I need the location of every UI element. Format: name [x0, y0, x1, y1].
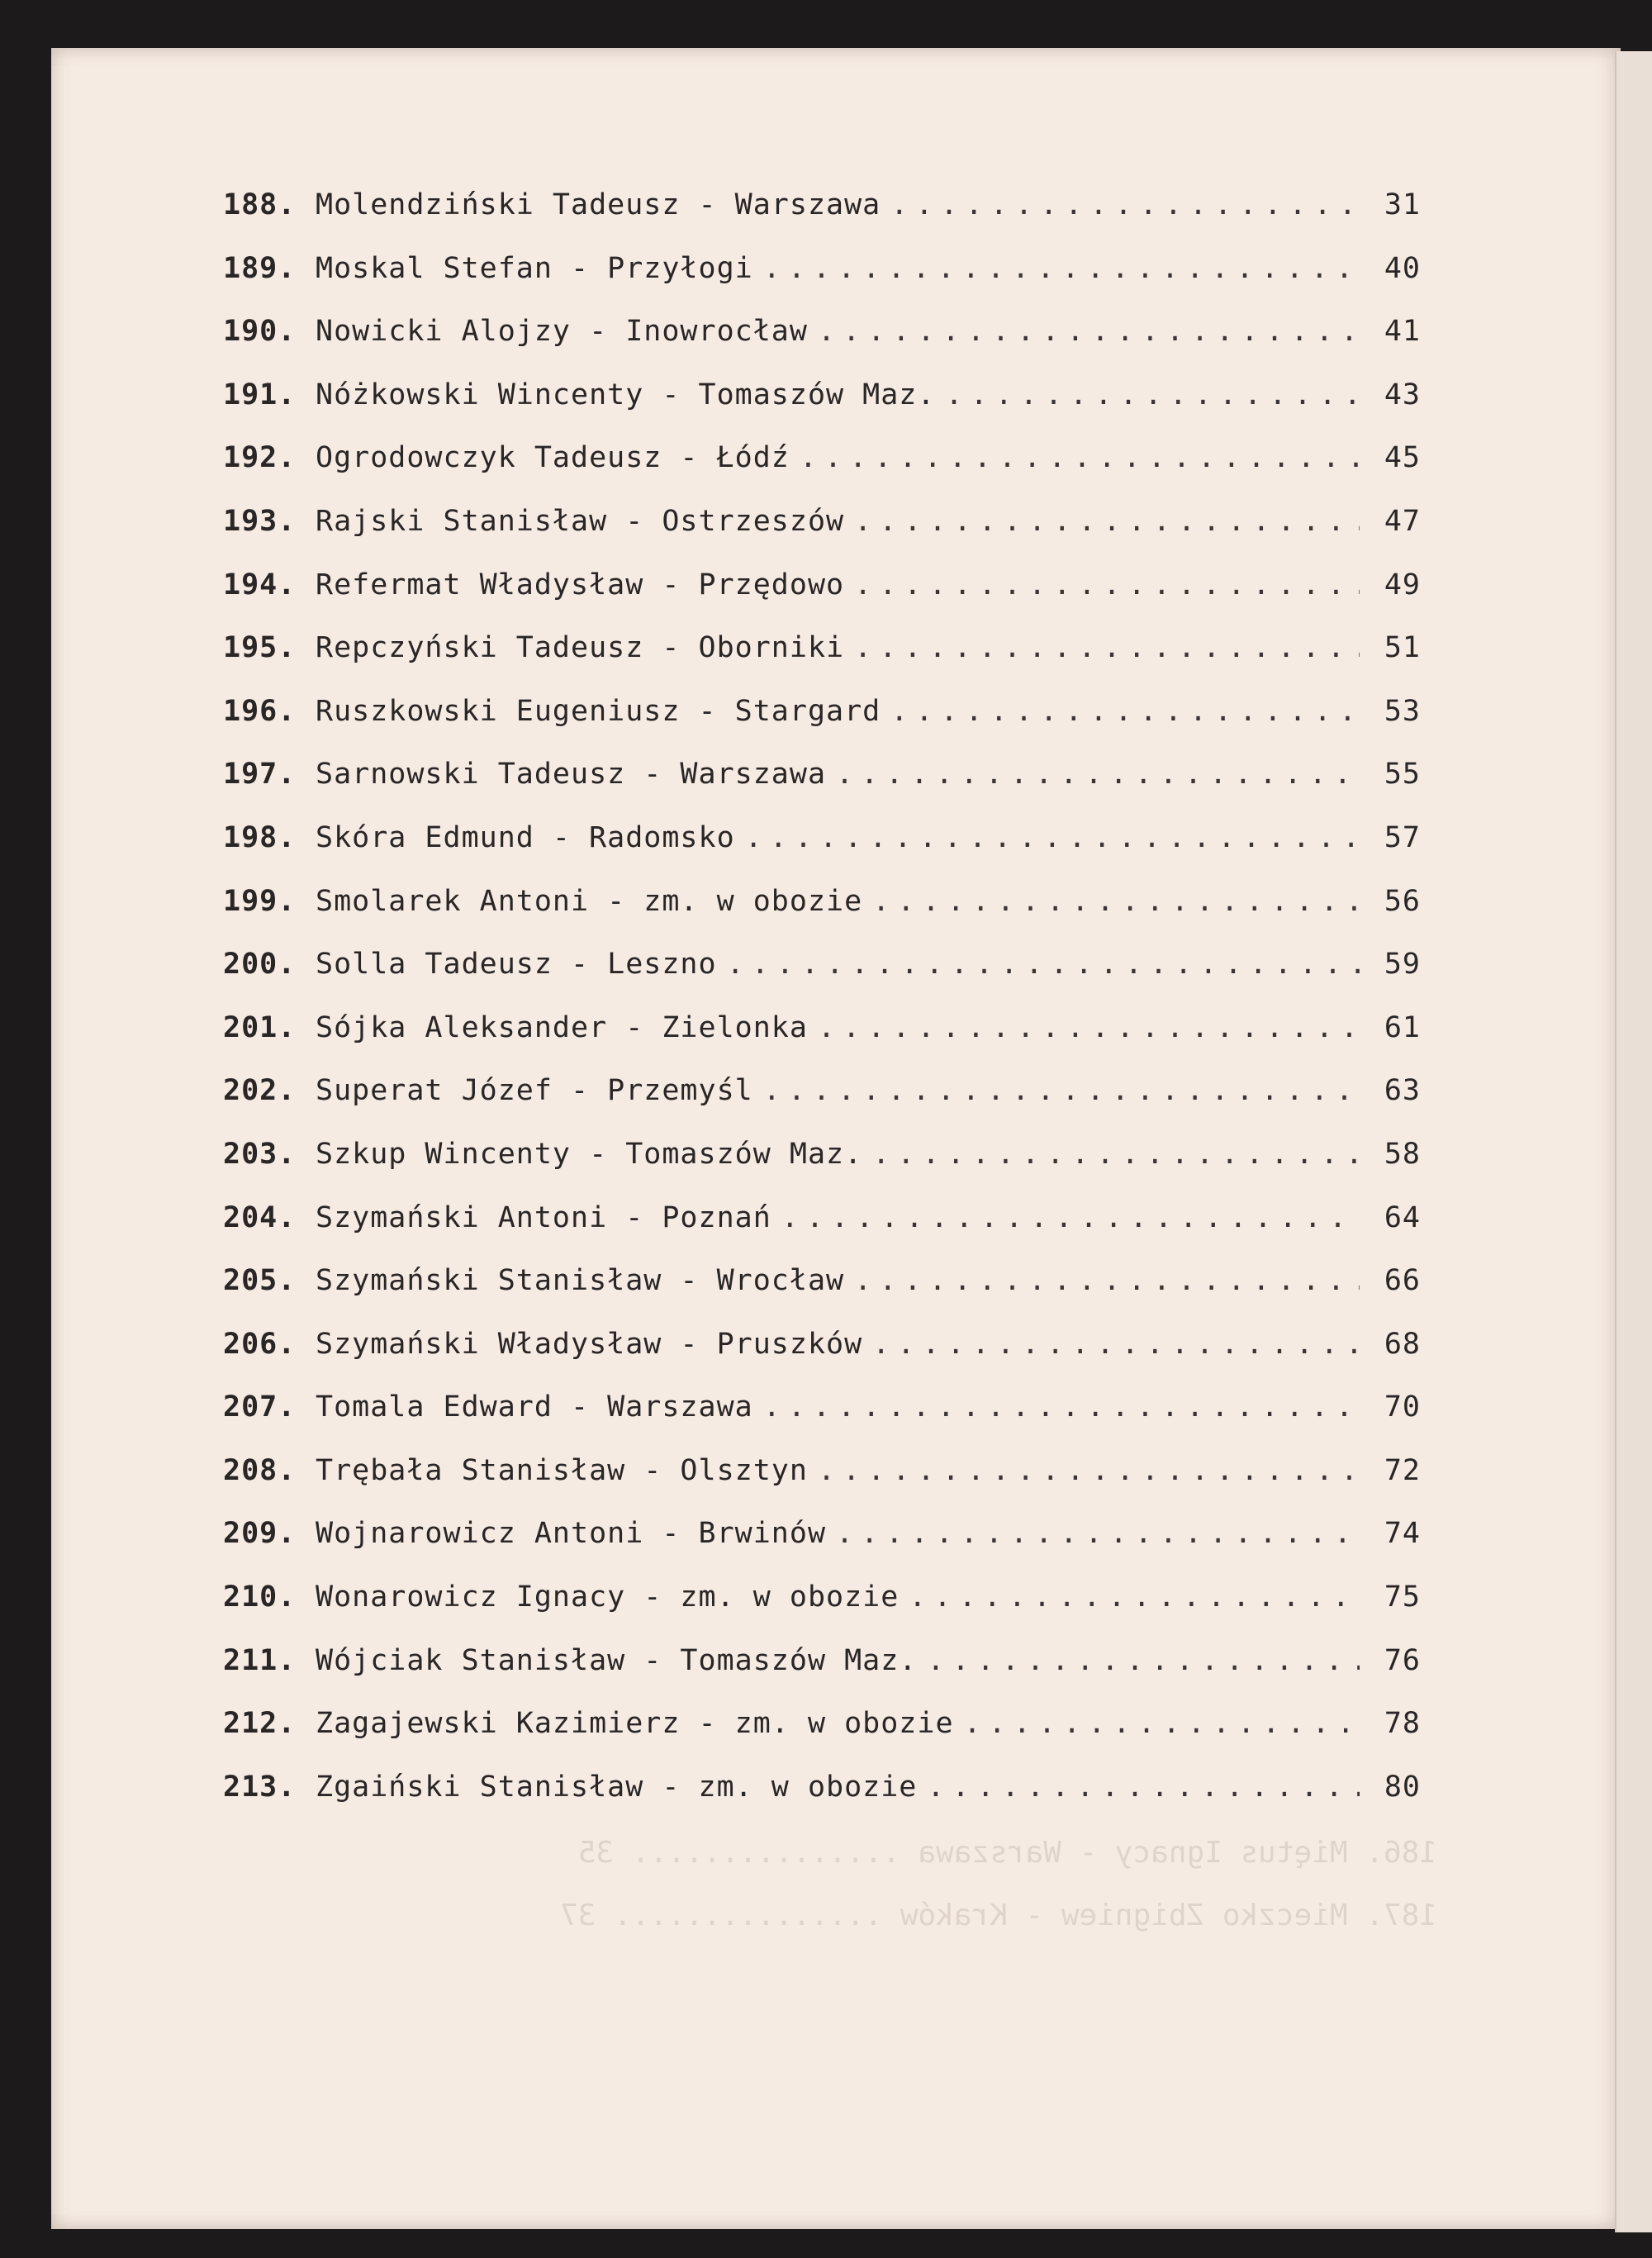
entry-page: 75 — [1384, 1581, 1421, 1614]
entry-page: 45 — [1384, 441, 1421, 475]
dot-leader — [763, 1390, 1360, 1424]
entry-name: Repczyński Tadeusz - Oborniki — [316, 631, 845, 665]
dot-leader — [818, 315, 1360, 348]
entry-number: 204. — [223, 1200, 297, 1234]
entry-page: 68 — [1384, 1327, 1421, 1361]
dot-leader — [836, 1517, 1360, 1550]
dot-leader — [890, 188, 1360, 221]
entry-page: 31 — [1384, 188, 1421, 221]
entry-name: Ruszkowski Eugeniusz - Stargard — [316, 694, 881, 728]
toc-entry — [223, 568, 1421, 632]
dot-leader — [818, 1454, 1360, 1487]
toc-entry — [223, 315, 1421, 378]
toc-entry — [223, 821, 1421, 885]
toc-entry — [223, 1138, 1421, 1201]
toc-entry — [223, 441, 1421, 505]
entry-name: Molendziński Tadeusz - Warszawa — [316, 188, 881, 221]
toc-entry — [223, 378, 1421, 442]
entry-name: Szymański Władysław - Pruszków — [316, 1327, 863, 1361]
entry-number: 192. — [223, 441, 297, 475]
entry-name: Trębała Stanisław - Olsztyn — [316, 1453, 808, 1487]
dot-leader — [964, 1707, 1360, 1740]
toc-entry — [223, 1390, 1421, 1454]
dot-leader — [763, 252, 1360, 285]
entry-number: 191. — [223, 378, 297, 411]
table-of-contents — [223, 188, 1421, 1833]
entry-page: 61 — [1384, 1010, 1421, 1044]
entry-number: 213. — [223, 1770, 297, 1804]
toc-entry — [223, 1454, 1421, 1518]
entry-number: 198. — [223, 820, 297, 854]
entry-name: Nowicki Alojzy - Inowrocław — [316, 315, 808, 349]
dot-leader — [927, 1644, 1360, 1677]
entry-name: Wójciak Stanisław - Tomaszów Maz. — [316, 1643, 918, 1677]
entry-page: 72 — [1384, 1453, 1421, 1487]
dot-leader — [909, 1581, 1360, 1614]
dot-leader — [854, 505, 1360, 538]
entry-name: Szymański Antoni - Poznań — [316, 1200, 771, 1234]
entry-name: Refermat Władysław - Przędowo — [316, 568, 845, 601]
adjacent-page-edge — [1615, 51, 1652, 2232]
toc-entry — [223, 1707, 1421, 1771]
entry-number: 206. — [223, 1327, 297, 1361]
toc-entry — [223, 695, 1421, 758]
entry-page: 49 — [1384, 568, 1421, 601]
entry-name: Wonarowicz Ignacy - zm. w obozie — [316, 1581, 900, 1614]
entry-number: 189. — [223, 251, 297, 285]
dot-leader — [945, 378, 1360, 411]
toc-entry — [223, 505, 1421, 568]
page-spine-shadow — [51, 66, 66, 2214]
entry-name: Moskal Stefan - Przyłogi — [316, 251, 753, 285]
entry-number: 190. — [223, 315, 297, 349]
entry-name: Superat Józef - Przemyśl — [316, 1074, 753, 1108]
entry-page: 78 — [1384, 1707, 1421, 1741]
entry-number: 200. — [223, 948, 297, 982]
toc-entry — [223, 758, 1421, 821]
toc-entry — [223, 885, 1421, 948]
entry-page: 55 — [1384, 758, 1421, 791]
dot-leader — [745, 821, 1360, 854]
entry-page: 43 — [1384, 378, 1421, 411]
entry-name: Skóra Edmund - Radomsko — [316, 820, 735, 854]
entry-number: 211. — [223, 1643, 297, 1677]
toc-entry — [223, 1011, 1421, 1075]
entry-name: Rajski Stanisław - Ostrzeszów — [316, 504, 845, 538]
entry-page: 40 — [1384, 251, 1421, 285]
entry-name: Szkup Wincenty - Tomaszów Maz. — [316, 1137, 863, 1171]
entry-number: 194. — [223, 568, 297, 601]
entry-number: 193. — [223, 504, 297, 538]
dot-leader — [927, 1771, 1360, 1804]
toc-entry — [223, 1201, 1421, 1265]
entry-page: 70 — [1384, 1390, 1421, 1424]
toc-entry — [223, 252, 1421, 316]
toc-entry — [223, 1644, 1421, 1708]
entry-number: 188. — [223, 188, 297, 221]
toc-entry — [223, 1517, 1421, 1581]
entry-number: 196. — [223, 694, 297, 728]
entry-name: Sarnowski Tadeusz - Warszawa — [316, 758, 827, 791]
show-through-line-1: 186. Miętus Ignacy - Warszawa ............... 35 — [577, 1836, 1437, 1870]
toc-entry — [223, 1581, 1421, 1644]
entry-page: 57 — [1384, 820, 1421, 854]
entry-number: 201. — [223, 1010, 297, 1044]
entry-name: Tomala Edward - Warszawa — [316, 1390, 753, 1424]
entry-number: 203. — [223, 1137, 297, 1171]
entry-name: Ogrodowczyk Tadeusz - Łódź — [316, 441, 790, 475]
entry-name: Nóżkowski Wincenty - Tomaszów Maz. — [316, 378, 936, 411]
toc-entry — [223, 1771, 1421, 1834]
toc-entry — [223, 1328, 1421, 1391]
entry-page: 66 — [1384, 1264, 1421, 1298]
dot-leader — [818, 1011, 1360, 1044]
entry-page: 59 — [1384, 948, 1421, 982]
dot-leader — [727, 948, 1360, 981]
entry-page: 64 — [1384, 1200, 1421, 1234]
entry-name: Zgaiński Stanisław - zm. w obozie — [316, 1770, 918, 1804]
entry-number: 205. — [223, 1264, 297, 1298]
entry-number: 209. — [223, 1517, 297, 1551]
entry-page: 58 — [1384, 1137, 1421, 1171]
entry-page: 56 — [1384, 884, 1421, 918]
entry-page: 63 — [1384, 1074, 1421, 1108]
entry-page: 74 — [1384, 1517, 1421, 1551]
dot-leader — [890, 695, 1360, 728]
show-through-line-2: 187. Mieczko Zbigniew - Kraków ............... 37 — [559, 1899, 1437, 1932]
entry-page: 76 — [1384, 1643, 1421, 1677]
entry-number: 207. — [223, 1390, 297, 1424]
entry-name: Sójka Aleksander - Zielonka — [316, 1010, 808, 1044]
entry-page: 80 — [1384, 1770, 1421, 1804]
entry-number: 202. — [223, 1074, 297, 1108]
entry-name: Szymański Stanisław - Wrocław — [316, 1264, 845, 1298]
entry-page: 53 — [1384, 694, 1421, 728]
entry-number: 208. — [223, 1453, 297, 1487]
toc-entry — [223, 948, 1421, 1011]
dot-leader — [854, 631, 1360, 664]
dot-leader — [872, 1138, 1360, 1171]
entry-page: 47 — [1384, 504, 1421, 538]
entry-name: Solla Tadeusz - Leszno — [316, 948, 717, 982]
dot-leader — [872, 1328, 1360, 1361]
dot-leader — [854, 1264, 1360, 1297]
toc-entry — [223, 1264, 1421, 1328]
entry-number: 212. — [223, 1707, 297, 1741]
entry-name: Wojnarowicz Antoni - Brwinów — [316, 1517, 827, 1551]
entry-page: 41 — [1384, 315, 1421, 349]
entry-name: Zagajewski Kazimierz - zm. w obozie — [316, 1707, 954, 1741]
dot-leader — [800, 441, 1360, 474]
entry-number: 210. — [223, 1581, 297, 1614]
entry-page: 51 — [1384, 631, 1421, 665]
dot-leader — [763, 1074, 1360, 1107]
toc-entry — [223, 188, 1421, 252]
entry-number: 195. — [223, 631, 297, 665]
toc-entry — [223, 1074, 1421, 1138]
entry-name: Smolarek Antoni - zm. w obozie — [316, 884, 863, 918]
show-through-text — [463, 1822, 1437, 1962]
dot-leader — [836, 758, 1360, 791]
dot-leader — [872, 885, 1360, 918]
dot-leader — [854, 568, 1360, 601]
toc-entry — [223, 631, 1421, 695]
dot-leader — [781, 1201, 1360, 1234]
entry-number: 197. — [223, 758, 297, 791]
entry-number: 199. — [223, 884, 297, 918]
